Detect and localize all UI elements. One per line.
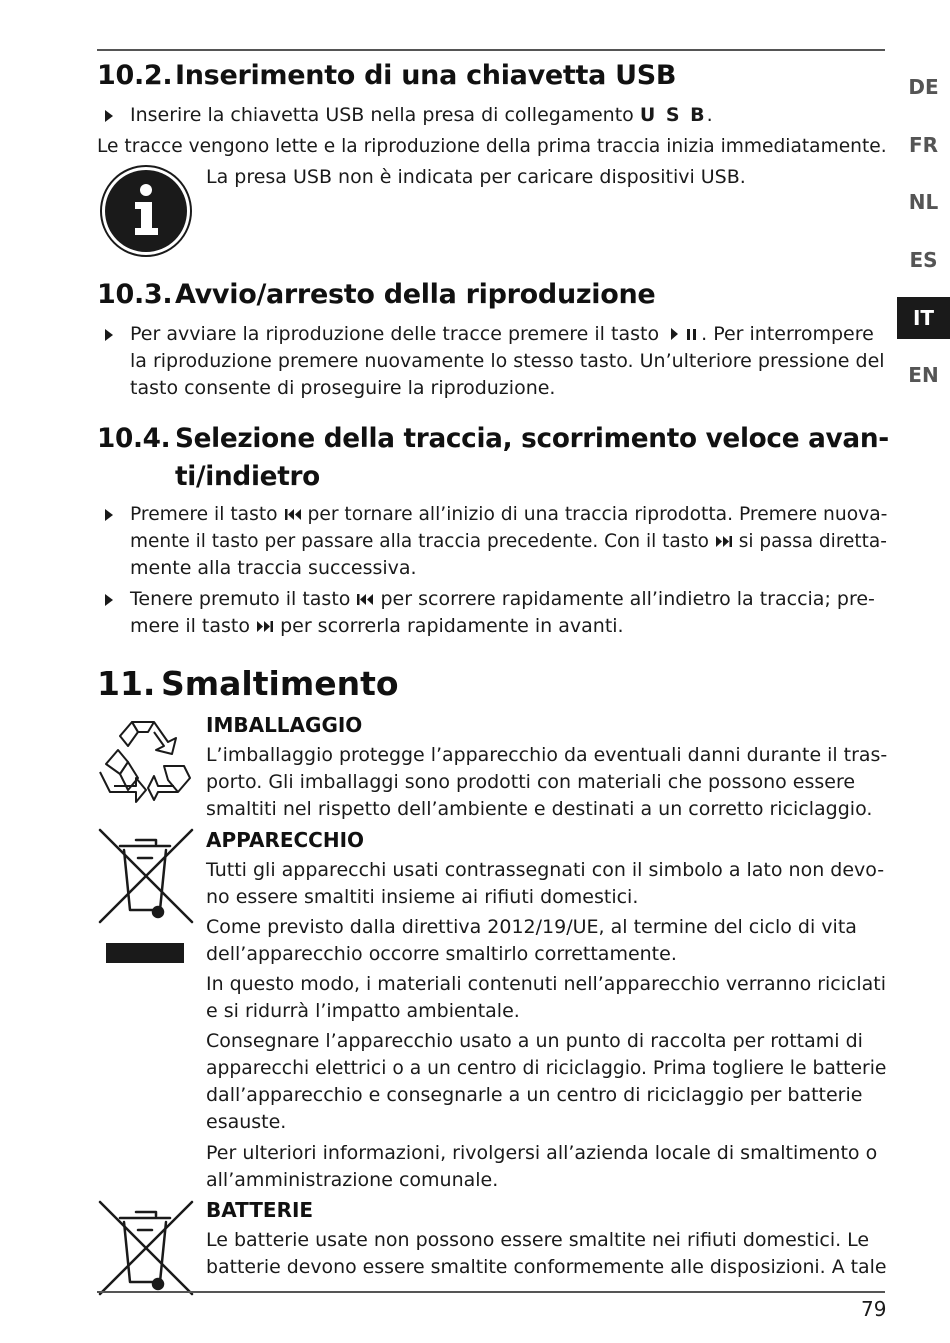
bullet-arrow-icon <box>104 328 114 342</box>
batterie-line-1: Le batterie usate non possono essere smaltite nei rifiuti domestici. Le <box>206 1229 870 1251</box>
imballaggio-line-2: porto. Gli imballaggi sono prodotti con materiali che possono essere <box>206 771 856 793</box>
skip-forward-icon <box>256 615 274 642</box>
section-title-line2: ti/indietro <box>175 462 320 492</box>
lang-tab-de[interactable]: DE <box>908 75 939 99</box>
section-title: Smaltimento <box>161 664 399 703</box>
apparecchio-line-7: Consegnare l’apparecchio usato a un punto di raccolta per rottami di <box>206 1030 863 1052</box>
apparecchio-line-6: e si ridurrà l’impatto ambientale. <box>206 1000 520 1022</box>
imballaggio-heading: IMBALLAGGIO <box>206 713 363 737</box>
crossed-bin-icon <box>98 1200 194 1300</box>
lang-tab-en[interactable]: EN <box>908 363 939 387</box>
bullet-play-stop-line2: la riproduzione premere nuovamente lo stesso tasto. Un’ulteriore pressione del <box>130 350 885 372</box>
text: mere il tasto <box>130 615 250 637</box>
crossed-bin-icon <box>98 828 194 968</box>
apparecchio-line-1: Tutti gli apparecchi usati contrassegnati con il simbolo a lato non devo- <box>206 859 885 881</box>
play-pause-icon <box>665 323 701 350</box>
bullet-fast-scroll-line1 <box>130 586 875 615</box>
bullet-fast-scroll-line2 <box>130 613 624 642</box>
paragraph-tracks-read: Le tracce vengono lette e la riproduzione della prima traccia inizia immediatamente. <box>97 136 887 157</box>
apparecchio-line-3: Come previsto dalla direttiva 2012/19/UE, al termine del ciclo di vita <box>206 916 857 938</box>
bullet-track-select-line2 <box>130 528 887 557</box>
apparecchio-line-2: no essere smaltiti insieme ai rifiuti domestici. <box>206 886 639 908</box>
skip-forward-icon <box>715 530 733 557</box>
bullet-insert-usb <box>130 102 713 129</box>
batterie-line-2: batterie devono essere smaltite conformemente alle disposizioni. A tale <box>206 1256 887 1278</box>
section-number: 11. <box>97 664 156 703</box>
text: Per avviare la riproduzione delle tracce premere il tasto <box>130 323 660 345</box>
apparecchio-line-4: dell’apparecchio occorre smaltirlo correttamente. <box>206 943 677 965</box>
bullet-arrow-icon <box>104 109 114 123</box>
apparecchio-line-10: esauste. <box>206 1111 287 1133</box>
section-10-4-heading <box>97 420 889 496</box>
text: Tenere premuto il tasto <box>130 588 351 610</box>
lang-tab-it[interactable]: IT <box>897 297 950 339</box>
text: Premere il tasto <box>130 504 278 525</box>
lang-tab-es[interactable]: ES <box>909 248 938 272</box>
apparecchio-line-5: In questo modo, i materiali contenuti nell’apparecchio verranno riciclati <box>206 973 886 995</box>
top-rule <box>97 49 885 51</box>
apparecchio-line-8: apparecchi elettrici o a un centro di riciclaggio. Prima togliere le batterie <box>206 1058 887 1079</box>
usb-port-label: U S B <box>639 104 707 126</box>
page-number: 79 <box>861 1297 887 1321</box>
text: per scorrere rapidamente all’indietro la traccia; pre- <box>380 588 875 610</box>
section-number: 10.3. <box>97 279 173 310</box>
text: si passa diretta- <box>738 531 887 552</box>
section-number: 10.4. <box>97 424 171 454</box>
lang-tab-nl[interactable]: NL <box>908 190 939 214</box>
imballaggio-line-1: L’imballaggio protegge l’apparecchio da eventuali danni durante il tras- <box>206 744 888 766</box>
section-title: Inserimento di una chiavetta USB <box>175 60 677 91</box>
bullet-track-select-line1 <box>130 501 887 530</box>
bullet-arrow-icon <box>104 593 114 607</box>
info-icon <box>99 164 193 262</box>
text: mente il tasto per passare alla traccia precedente. Con il tasto <box>130 531 709 552</box>
lang-tab-fr[interactable]: FR <box>908 133 939 157</box>
bullet-play-stop-line1 <box>130 321 874 350</box>
section-title: Avvio/arresto della riproduzione <box>175 279 656 310</box>
recycling-icon <box>98 716 194 810</box>
bullet-track-select-line3: mente alla traccia successiva. <box>130 557 417 579</box>
section-number: 10.2. <box>97 60 173 91</box>
bottom-rule <box>97 1291 885 1293</box>
note-usb-charging: La presa USB non è indicata per caricare dispositivi USB. <box>206 166 746 188</box>
apparecchio-heading: APPARECCHIO <box>206 828 365 852</box>
skip-back-icon <box>284 503 302 530</box>
section-title-line1: Selezione della traccia, scorrimento veloce avan- <box>175 424 889 454</box>
text: per scorrerla rapidamente in avanti. <box>280 615 624 637</box>
batterie-heading: BATTERIE <box>206 1198 314 1222</box>
section-10-2-heading <box>97 60 676 91</box>
apparecchio-line-11: Per ulteriori informazioni, rivolgersi all’azienda locale di smaltimento o <box>206 1142 878 1164</box>
section-10-3-heading <box>97 279 655 310</box>
bullet-play-stop-line3: tasto consente di proseguire la riproduzione. <box>130 377 556 399</box>
section-11-heading <box>97 664 399 703</box>
bullet-text: Inserire la chiavetta USB nella presa di collegamento <box>130 104 634 126</box>
apparecchio-line-9: dall’apparecchio e consegnarle a un centro di riciclaggio per batterie <box>206 1084 863 1106</box>
skip-back-icon <box>356 588 374 615</box>
bullet-arrow-icon <box>104 508 114 522</box>
imballaggio-line-3: smaltiti nel rispetto dell’ambiente e destinati a un corretto riciclaggio. <box>206 798 873 820</box>
apparecchio-line-12: all’amministrazione comunale. <box>206 1169 499 1191</box>
bullet-end: . <box>706 104 713 126</box>
text: per tornare all’inizio di una traccia riprodotta. Premere nuova- <box>307 504 888 525</box>
text: . Per interrompere <box>701 323 874 345</box>
